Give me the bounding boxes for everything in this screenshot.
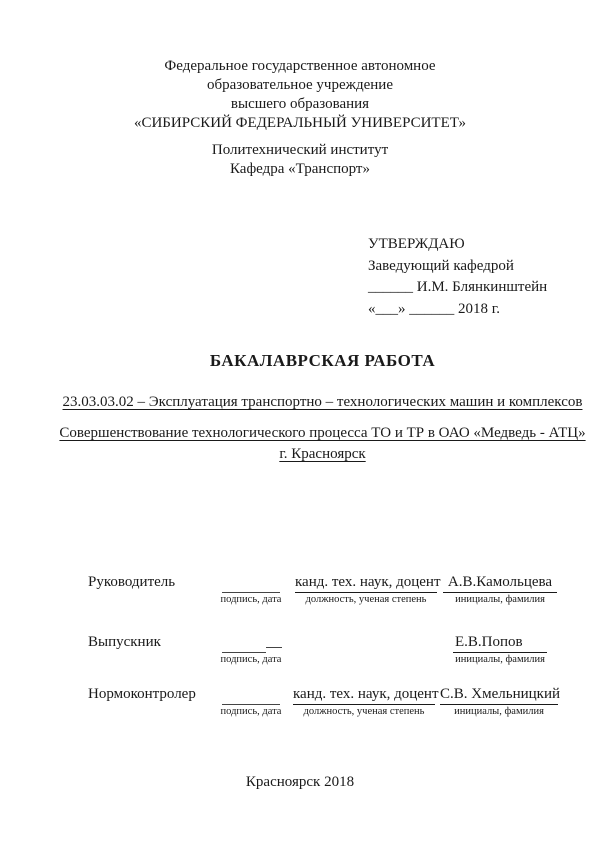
- institute-block: [0, 141, 600, 179]
- signature-row-graduate: [0, 633, 600, 675]
- specialty-text: 23.03.03.02 – Эксплуатация транспортно – технологических машин и комплексов: [62, 394, 583, 410]
- caption-initials-surname: инициалы, фамилия: [454, 706, 544, 717]
- approval-position: Заведующий кафедрой: [368, 257, 514, 274]
- institute-name: Политехнический институт: [211, 142, 389, 158]
- approval-block: [368, 234, 547, 320]
- topic-line-2: г. Красноярск: [279, 446, 366, 462]
- city-year-footer: Красноярск 2018: [245, 774, 355, 790]
- caption-signature-date: подпись, дата: [220, 654, 282, 665]
- signature-line: [222, 685, 280, 705]
- specialty-line: [45, 394, 600, 411]
- topic-line-1: Совершенствование технологического процесса ТО и ТР в ОАО «Медведь - АТЦ»: [59, 425, 586, 441]
- header-line-3: высшего образования: [230, 96, 370, 112]
- signature-line: [222, 633, 266, 653]
- header-line-1: Федеральное государственное автономное: [164, 58, 436, 74]
- approval-blank: ______: [368, 279, 413, 295]
- person-name: С.В. Хмельницкий: [440, 685, 558, 705]
- signature-row-supervisor: [0, 573, 600, 615]
- signature-row-norm-controller: [0, 685, 600, 727]
- caption-initials-surname: инициалы, фамилия: [455, 594, 545, 605]
- degree-value: канд. тех. наук, доцент: [295, 573, 437, 593]
- role-label: Руководитель: [88, 574, 176, 590]
- university-header: [0, 57, 600, 133]
- person-name: Е.В.Попов: [453, 633, 547, 653]
- role-label: Выпускник: [88, 634, 161, 650]
- caption-signature-date: подпись, дата: [220, 594, 282, 605]
- signature-line-tail: [266, 647, 282, 648]
- role-label: Нормоконтролер: [88, 686, 196, 702]
- person-name: А.В.Камольцева: [443, 573, 557, 593]
- approval-signature-line: [368, 277, 547, 299]
- degree-value: канд. тех. наук, доцент: [293, 685, 435, 705]
- header-line-2: образовательное учреждение: [206, 77, 393, 93]
- approval-title: УТВЕРЖДАЮ: [368, 236, 465, 252]
- caption-initials-surname: инициалы, фамилия: [455, 654, 545, 665]
- signature-line: [222, 573, 280, 593]
- approval-date-line: «___» ______ 2018 г.: [368, 300, 500, 317]
- caption-position-degree: должность, ученая степень: [305, 594, 427, 605]
- university-name: «СИБИРСКИЙ ФЕДЕРАЛЬНЫЙ УНИВЕРСИТЕТ»: [133, 115, 467, 131]
- topic-block: [45, 423, 600, 465]
- caption-signature-date: подпись, дата: [220, 706, 282, 717]
- department-name: Кафедра «Транспорт»: [229, 161, 370, 177]
- caption-position-degree: должность, ученая степень: [303, 706, 425, 717]
- approval-name: И.М. Блянкинштейн: [416, 279, 548, 295]
- work-type-title: БАКАЛАВРСКАЯ РАБОТА: [209, 351, 436, 370]
